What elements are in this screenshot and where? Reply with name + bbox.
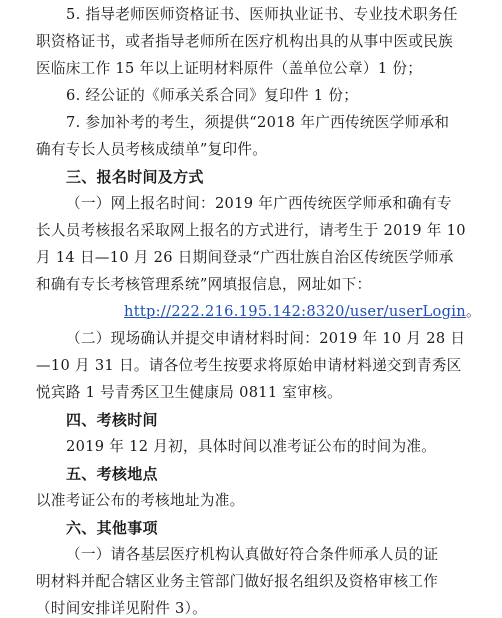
doc-line-item6: 6. 经公证的《师承关系合同》复印件 1 份； <box>66 87 359 104</box>
section-heading-6: 六、其他事项 <box>66 519 158 537</box>
doc-line-3-2-b: —10 月 31 日。请各位考生按要求将原始申请材料递交到青秀区 <box>36 357 462 374</box>
section-heading-5: 五、考核地点 <box>66 465 158 483</box>
doc-line-item7-b: 确有专长人员考核成绩单”复印件。 <box>36 141 268 158</box>
doc-line-3-1-c: 月 14 日—10 月 26 日期间登录“广西壮族自治区传统医学师承 <box>36 249 454 266</box>
doc-line-3-1-a: （一）网上报名时间：2019 年广西传统医学师承和确有专 <box>66 195 452 212</box>
registration-url-link[interactable]: http://222.216.195.142:8320/user/userLogin <box>124 303 466 320</box>
doc-line-3-2-a: （二）现场确认并提交申请材料时间：2019 年 10 月 28 日 <box>66 330 466 347</box>
doc-line-6-1-c: （时间安排详见附件 3）。 <box>36 600 208 617</box>
doc-line-item5-b: 职资格证书，或者指导老师所在医疗机构出具的从事中医或民族 <box>36 33 454 50</box>
doc-line-6-1-b: 明材料并配合辖区业务主管部门做好报名组织及资格审核工作 <box>36 573 439 590</box>
doc-line-exam-time: 2019 年 12 月初，具体时间以准考证公布的时间为准。 <box>66 438 437 455</box>
doc-line-3-2-c: 悦宾路 1 号青秀区卫生健康局 0811 室审核。 <box>36 384 342 401</box>
section-heading-3: 三、报名时间及方式 <box>66 168 204 186</box>
url-period: 。 <box>465 303 481 320</box>
doc-line-exam-place: 以准考证公布的考核地址为准。 <box>36 492 245 509</box>
section-heading-4: 四、考核时间 <box>66 411 158 429</box>
doc-line-item5-a: 5. 指导老师医师资格证书、医师执业证书、专业技术职务任 <box>66 6 458 23</box>
doc-line-item7-a: 7. 参加补考的考生，须提供“2018 年广西传统医学师承和 <box>66 114 450 131</box>
doc-line-3-1-b: 长人员考核报名采取网上报名的方式进行，请考生于 2019 年 10 <box>36 222 466 239</box>
doc-line-3-1-d: 和确有专长考核管理系统”网填报信息，网址如下： <box>36 276 372 293</box>
doc-line-item5-c: 医临床工作 15 年以上证明材料原件（盖单位公章）1 份； <box>36 60 423 77</box>
doc-line-6-1-a: （一）请各基层医疗机构认真做好符合条件师承人员的证 <box>66 546 439 563</box>
registration-url-line <box>124 303 481 321</box>
